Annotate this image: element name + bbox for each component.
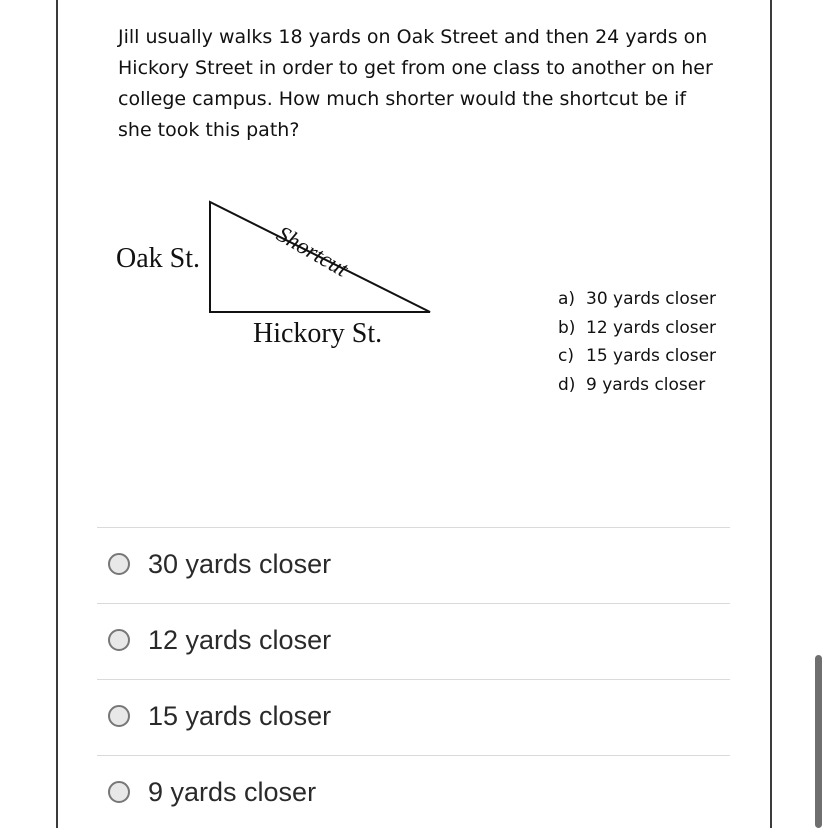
answer-option-15-yards[interactable] (97, 680, 730, 755)
printed-choice-letter: b) (558, 317, 576, 338)
radio-button[interactable] (108, 781, 130, 803)
answer-option-label[interactable]: 9 yards closer (148, 777, 317, 807)
radio-button[interactable] (108, 705, 130, 727)
printed-choice-letter: a) (558, 289, 576, 309)
printed-choice (558, 285, 778, 314)
printed-choice-text: 9 yards closer (586, 374, 706, 395)
printed-choices-list (558, 285, 778, 399)
shortcut-label: Shortcut (272, 221, 353, 282)
hickory-street-label: Hickory St. (253, 318, 383, 349)
right-border-line (770, 0, 772, 828)
answer-option-30-yards[interactable] (97, 528, 730, 603)
triangle-figure (112, 190, 412, 360)
question-text: Jill usually walks 18 yards on Oak Street and then 24 yards on Hickory Street in order to get from one class to another on her college campus. How much shorter would the shortcut be if she took this path? (118, 26, 713, 141)
oak-street-label: Oak St. (116, 243, 200, 274)
answer-options (97, 527, 730, 828)
left-border-line (56, 0, 58, 828)
radio-button[interactable] (108, 553, 130, 575)
printed-choice-text: 30 yards closer (586, 289, 717, 309)
printed-choice-text: 15 yards closer (586, 346, 717, 366)
answer-option-label[interactable]: 15 yards closer (148, 701, 332, 731)
answer-option-label[interactable]: 30 yards closer (148, 549, 332, 579)
printed-choice-letter: d) (558, 374, 576, 395)
printed-choice (558, 314, 778, 343)
radio-button[interactable] (108, 629, 130, 651)
printed-choice (558, 371, 778, 400)
printed-choice (558, 342, 778, 371)
answer-option-9-yards[interactable] (97, 756, 730, 828)
printed-choice-text: 12 yards closer (586, 317, 717, 338)
answer-option-12-yards[interactable] (97, 604, 730, 679)
answer-option-label[interactable]: 12 yards closer (148, 625, 332, 655)
vertical-scrollbar[interactable] (815, 655, 822, 828)
printed-choice-letter: c) (558, 346, 574, 366)
